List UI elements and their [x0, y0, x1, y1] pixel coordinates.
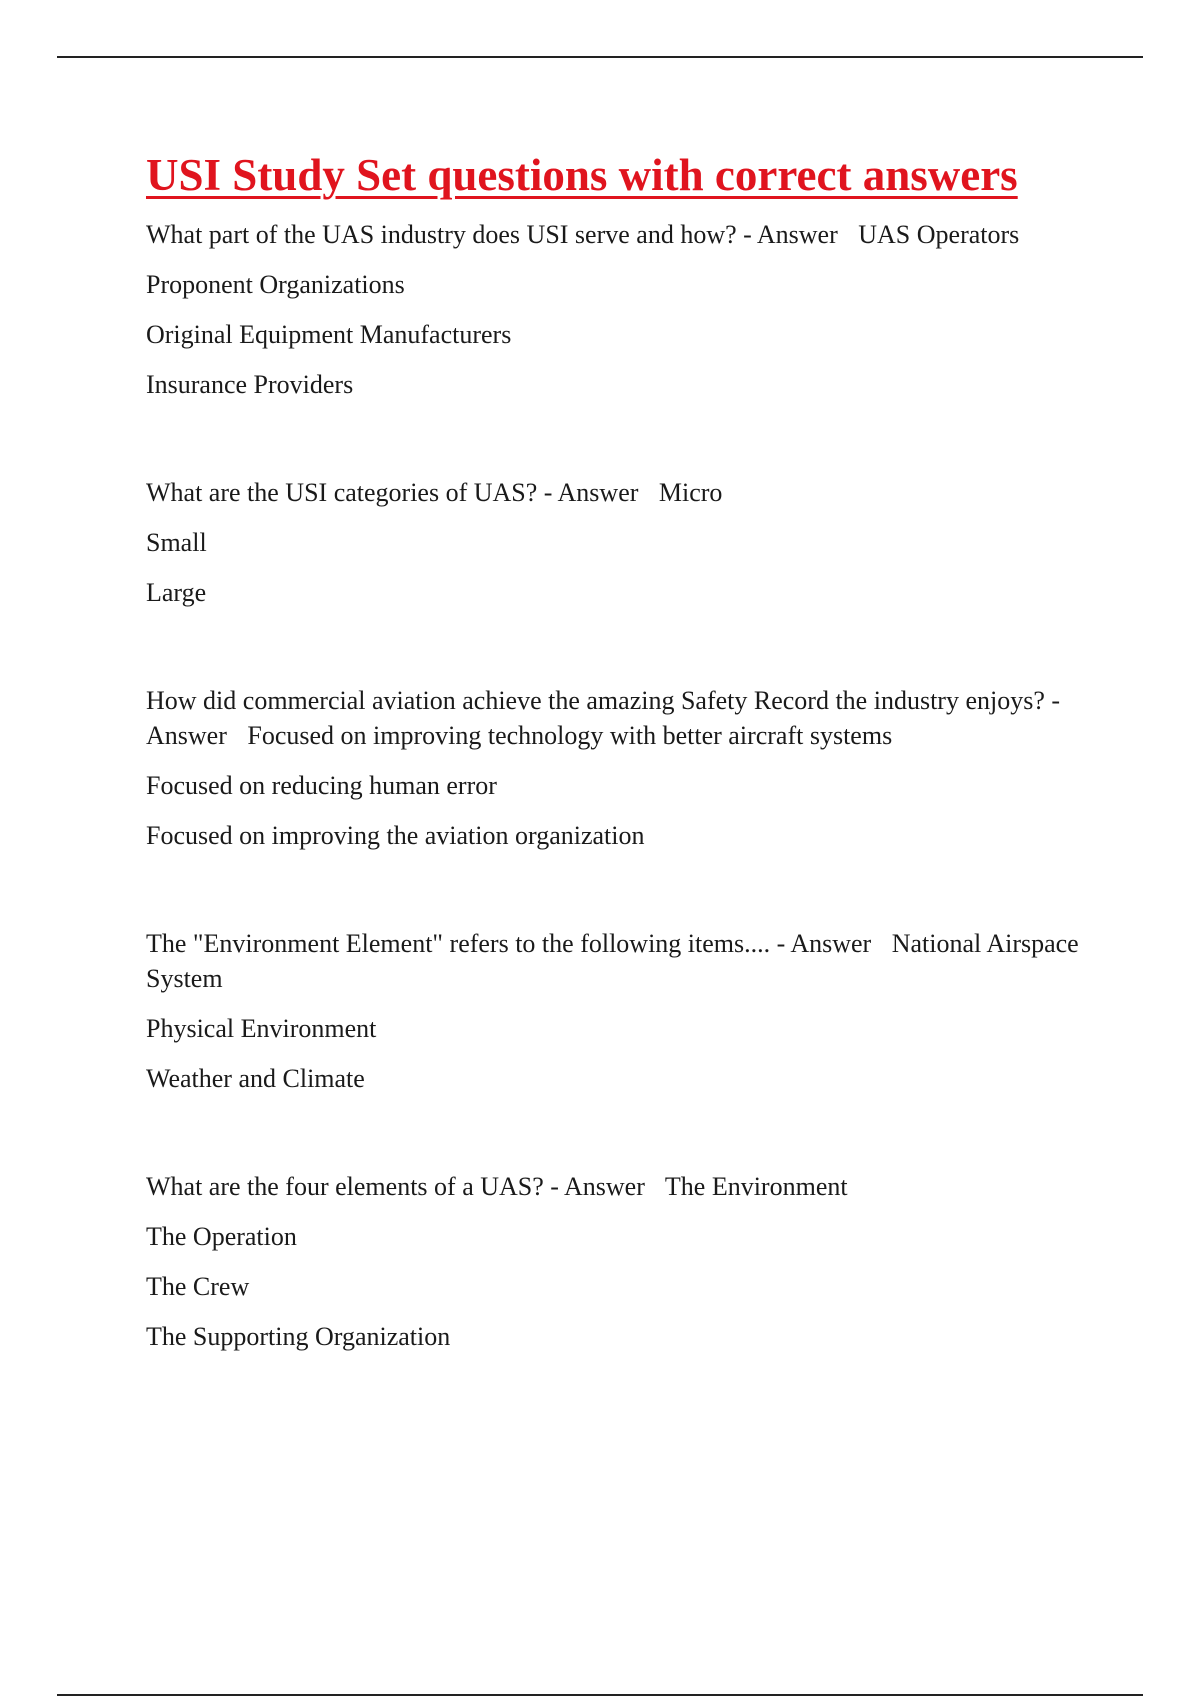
first-answer: National Airspace System [146, 929, 1079, 993]
block-gap [146, 1111, 1081, 1159]
answer-item: Insurance Providers [146, 370, 354, 399]
question-text: What part of the UAS industry does USI serve and how? - Answer [146, 220, 838, 249]
qa-block [146, 475, 1081, 610]
question-line [146, 926, 1081, 996]
answer-item: Focused on improving the aviation organization [146, 821, 645, 850]
answer-item: Proponent Organizations [146, 270, 405, 299]
answer-item: The Crew [146, 1272, 250, 1301]
answer-item: The Operation [146, 1222, 297, 1251]
question-text: What are the USI categories of UAS? - Answer [146, 478, 639, 507]
block-gap [146, 625, 1081, 673]
first-answer: Micro [658, 478, 723, 507]
qa-block [146, 926, 1081, 1096]
question-text: The "Environment Element" refers to the following items.... - Answer [146, 929, 872, 958]
answer-item: Physical Environment [146, 1014, 377, 1043]
qa-block [146, 217, 1081, 402]
block-gap [146, 417, 1081, 465]
answer-item: Original Equipment Manufacturers [146, 320, 512, 349]
answer-item: The Supporting Organization [146, 1322, 451, 1351]
first-answer: UAS Operators [858, 220, 1020, 249]
question-text: How did commercial aviation achieve the amazing Safety Record the industry enjoys? - Answer [146, 686, 1061, 750]
first-answer: Focused on improving technology with better aircraft systems [247, 721, 893, 750]
top-rule [57, 56, 1143, 58]
document-title: USI Study Set questions with correct answers [146, 150, 1018, 200]
question-line [146, 475, 1081, 510]
bottom-rule [57, 1694, 1143, 1696]
qa-block [146, 1169, 1081, 1354]
document-body [146, 145, 1081, 1369]
first-answer: The Environment [664, 1172, 848, 1201]
answer-item: Small [146, 528, 207, 557]
block-gap [146, 868, 1081, 916]
question-line [146, 217, 1081, 252]
answer-item: Large [146, 578, 207, 607]
qa-block [146, 683, 1081, 853]
question-line [146, 1169, 1081, 1204]
answer-item: Weather and Climate [146, 1064, 365, 1093]
question-text: What are the four elements of a UAS? - Answer [146, 1172, 645, 1201]
answer-item: Focused on reducing human error [146, 771, 497, 800]
question-line [146, 683, 1081, 753]
